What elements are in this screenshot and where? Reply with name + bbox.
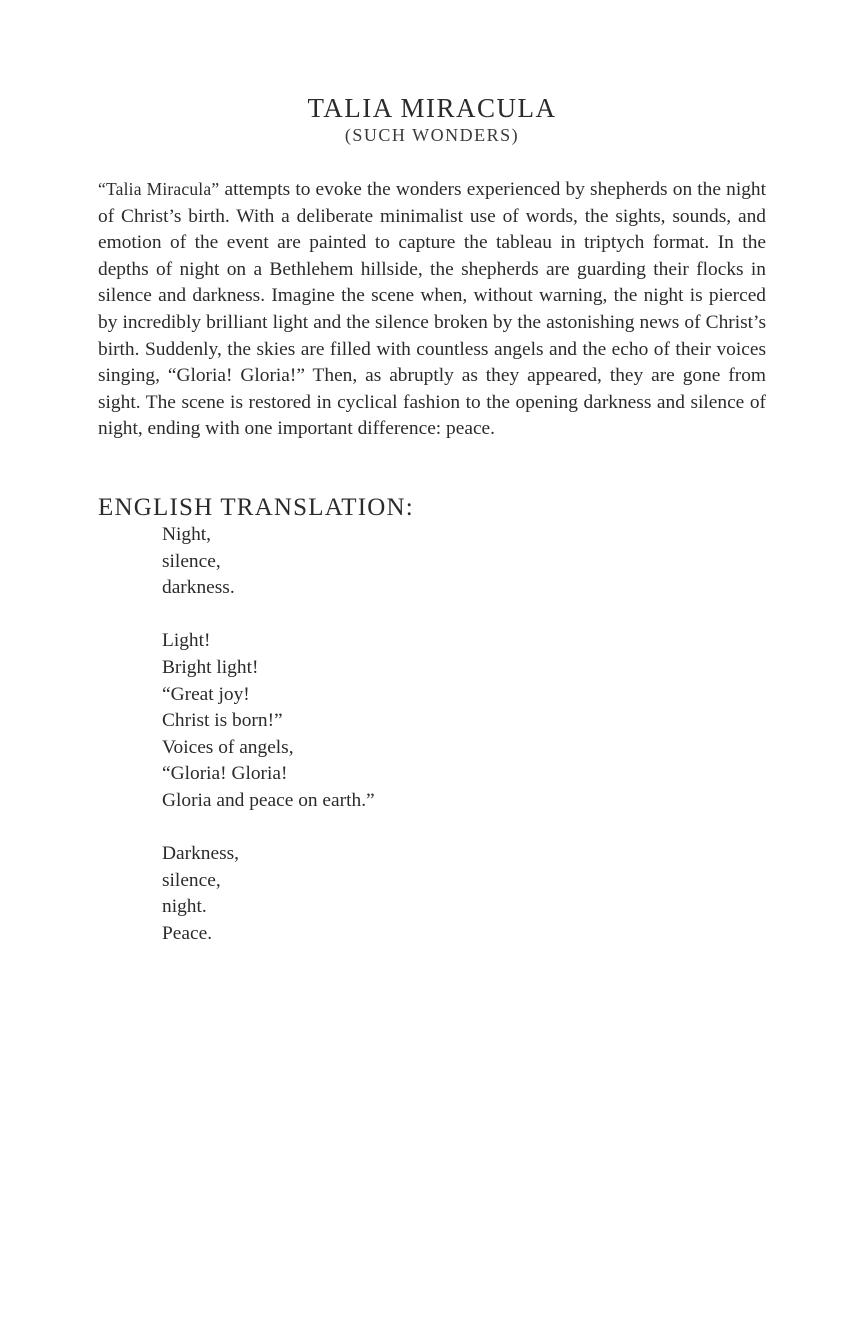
poem-line: night.	[162, 896, 207, 918]
poem-line: Night,	[162, 524, 212, 545]
page-subtitle: (SUCH WONDERS)	[344, 125, 520, 145]
stanza-1	[162, 522, 762, 602]
poem-line: Christ is born!”	[162, 710, 283, 732]
translation-heading: ENGLISH TRANSLATION:	[98, 494, 414, 521]
poem-line: Darkness,	[162, 843, 240, 865]
poem-line: “Gloria! Gloria!	[162, 763, 288, 785]
intro-text: attempts to evoke the wonders experienced by shepherds on the night of Christ’s birth. With a deliberate minimalist use of words, the sights, sounds, and emotion of the event are painted to capture the tableau in triptych format. In the depths of night on a Bethlehem hillside, the shepherds are guarding their flocks in silence and darkness. Imagine the scene when, without warning, the night is pierced by incredibly brilliant light and the silence broken by the astonishing news of Christ’s birth. Suddenly, the skies are filled with countless angels and the echo of their voices singing, “Gloria! Gloria!” Then, as abruptly as they appeared, they are gone from sight. The scene is restored in cyclical fashion to the opening darkness and silence of night, ending with one important difference: peace.	[98, 179, 766, 440]
poem-line: “Great joy!	[162, 683, 250, 705]
intro-paragraph	[98, 176, 766, 443]
poem-line: darkness.	[162, 577, 235, 599]
page-title: TALIA MIRACULA	[307, 93, 557, 123]
poem-line: silence,	[162, 550, 221, 572]
poem-line: Voices of angels,	[162, 736, 294, 758]
poem-line: Peace.	[162, 922, 213, 944]
stanza-3	[162, 841, 762, 947]
poem-line: Gloria and peace on earth.”	[162, 789, 375, 811]
stanza-2	[162, 628, 762, 814]
intro-work-title: “Talia Miracula”	[98, 179, 220, 199]
translation-poem	[162, 522, 762, 948]
poem-line: Light!	[162, 630, 211, 652]
poem-line: Bright light!	[162, 656, 259, 678]
poem-line: silence,	[162, 869, 221, 891]
